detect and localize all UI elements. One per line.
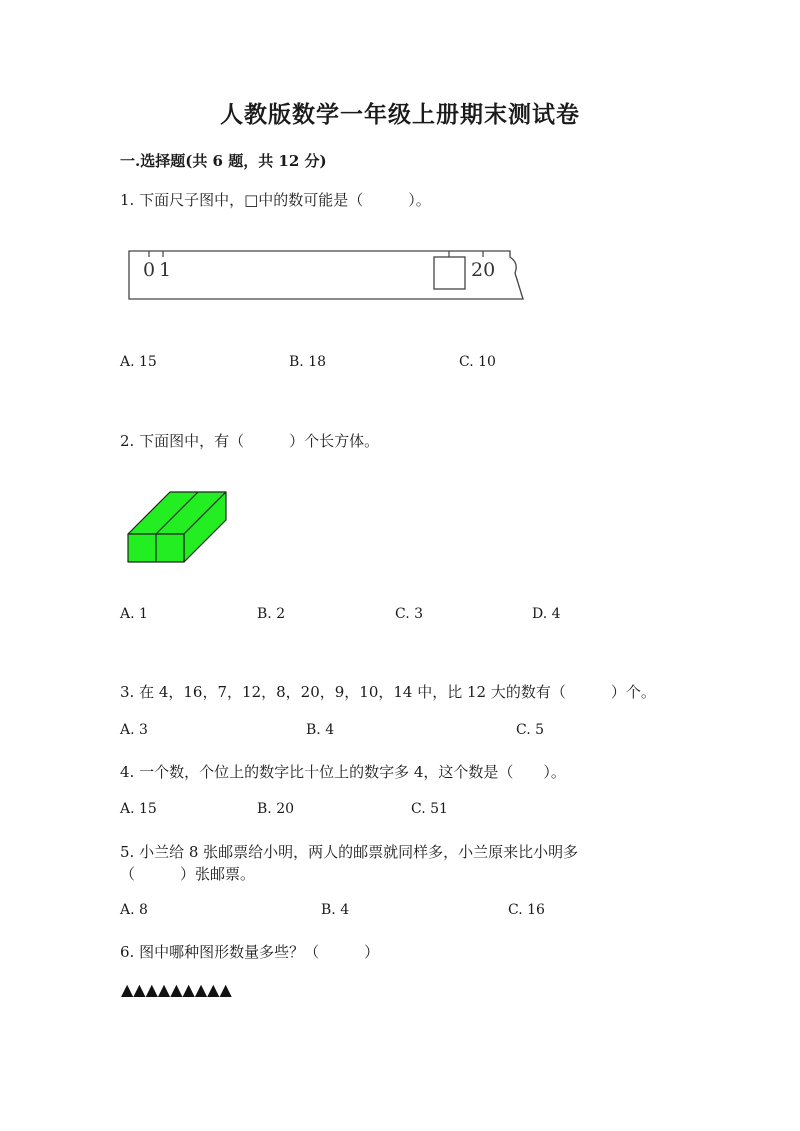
ruler-outline bbox=[129, 251, 523, 299]
q2-option-a[interactable]: A. 1 bbox=[120, 606, 148, 622]
q4-option-c[interactable]: C. 51 bbox=[411, 801, 448, 817]
question-3-stem: 3. 在 4，16，7，12，8，20，9，10，14 中，比 12 大的数有（ ）个。 bbox=[120, 683, 656, 701]
question-1-stem: 1. 下面尺子图中，□中的数可能是（ ）。 bbox=[120, 191, 431, 209]
q3-option-c[interactable]: C. 5 bbox=[516, 722, 545, 738]
question-5-stem-line2: （ ）张邮票。 bbox=[120, 865, 256, 883]
section-heading: 一.选择题(共 6 题，共 12 分) bbox=[120, 152, 327, 170]
q4-option-b[interactable]: B. 20 bbox=[257, 801, 295, 817]
ruler-label-1: 1 bbox=[159, 259, 172, 281]
ruler-blank-box bbox=[434, 257, 465, 289]
q5-option-b[interactable]: B. 4 bbox=[321, 902, 350, 918]
q1-option-a[interactable]: A. 15 bbox=[120, 354, 157, 370]
question-6-stem: 6. 图中哪种图形数量多些？（ ） bbox=[120, 943, 380, 961]
q1-option-c[interactable]: C. 10 bbox=[459, 354, 496, 370]
q5-option-a[interactable]: A. 8 bbox=[120, 902, 148, 918]
q5-option-c[interactable]: C. 16 bbox=[508, 902, 545, 918]
q3-option-b[interactable]: B. 4 bbox=[306, 722, 335, 738]
ruler-label-0: 0 bbox=[143, 259, 156, 281]
q2-option-c[interactable]: C. 3 bbox=[395, 606, 424, 622]
question-5-stem-line1: 5. 小兰给 8 张邮票给小明，两人的邮票就同样多，小兰原来比小明多 bbox=[120, 843, 579, 861]
cuboid-figure bbox=[126, 490, 230, 566]
page-title: 人教版数学一年级上册期末测试卷 bbox=[220, 101, 580, 128]
question-4-stem: 4. 一个数，个位上的数字比十位上的数字多 4，这个数是（ ）。 bbox=[120, 763, 566, 781]
ruler-label-20: 20 bbox=[471, 259, 496, 281]
q2-option-d[interactable]: D. 4 bbox=[532, 606, 561, 622]
q2-option-b[interactable]: B. 2 bbox=[257, 606, 286, 622]
ruler-figure bbox=[127, 247, 527, 303]
q4-option-a[interactable]: A. 15 bbox=[120, 801, 157, 817]
triangle-shapes-row: ▲▲▲▲▲▲▲▲▲ bbox=[121, 980, 232, 999]
q3-option-a[interactable]: A. 3 bbox=[120, 722, 148, 738]
question-2-stem: 2. 下面图中，有（ ）个长方体。 bbox=[120, 432, 380, 450]
q1-option-b[interactable]: B. 18 bbox=[289, 354, 327, 370]
